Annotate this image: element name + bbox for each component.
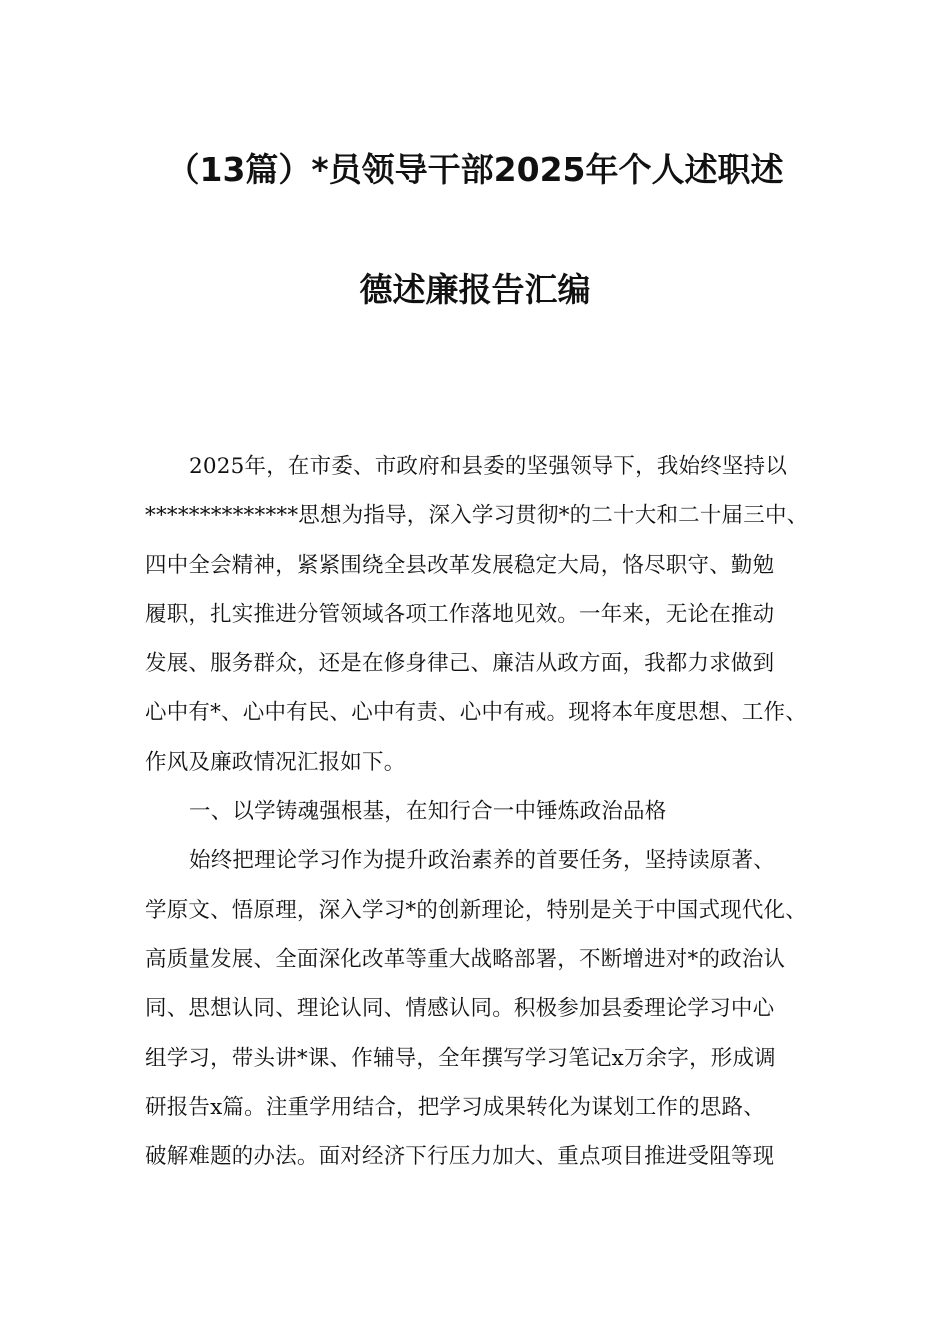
document-title-line-1: （13篇）*员领导干部2025年个人述职述 <box>166 150 784 189</box>
body-line: 发展、服务群众，还是在修身律己、廉洁从政方面，我都力求做到 <box>145 651 775 677</box>
body-line: 同、思想认同、理论认同、情感认同。积极参加县委理论学习中心 <box>145 996 775 1022</box>
body-line: 履职，扎实推进分管领域各项工作落地见效。一年来，无论在推动 <box>145 601 775 627</box>
body-line: 学原文、悟原理，深入学习*的创新理论，特别是关于中国式现代化、 <box>145 897 807 923</box>
body-line: 组学习，带头讲*课、作辅导，全年撰写学习笔记x万余字，形成调 <box>145 1045 776 1071</box>
body-line: 2025年，在市委、市政府和县委的坚强领导下，我始终坚持以 <box>189 454 788 479</box>
section-heading: 一、以学铸魂强根基，在知行合一中锤炼政治品格 <box>189 799 667 825</box>
body-line: 破解难题的办法。面对经济下行压力加大、重点项目推进受阻等现 <box>145 1144 775 1170</box>
body-line: 四中全会精神，紧紧围绕全县改革发展稳定大局，恪尽职守、勤勉 <box>145 552 775 578</box>
document-body <box>145 451 825 1190</box>
body-line: 高质量发展、全面深化改革等重大战略部署，不断增进对*的政治认 <box>145 946 786 972</box>
body-line: **************思想为指导，深入学习贯彻*的二十大和二十届三中、 <box>145 503 809 529</box>
body-line: 研报告x篇。注重学用结合，把学习成果转化为谋划工作的思路、 <box>145 1094 765 1120</box>
body-line: 心中有*、心中有民、心中有责、心中有戒。现将本年度思想、工作、 <box>145 700 807 726</box>
body-line: 始终把理论学习作为提升政治素养的首要任务，坚持读原著、 <box>189 848 775 874</box>
document-title-line-2: 德述廉报告汇编 <box>359 270 591 309</box>
body-line: 作风及廉政情况汇报如下。 <box>145 749 406 775</box>
